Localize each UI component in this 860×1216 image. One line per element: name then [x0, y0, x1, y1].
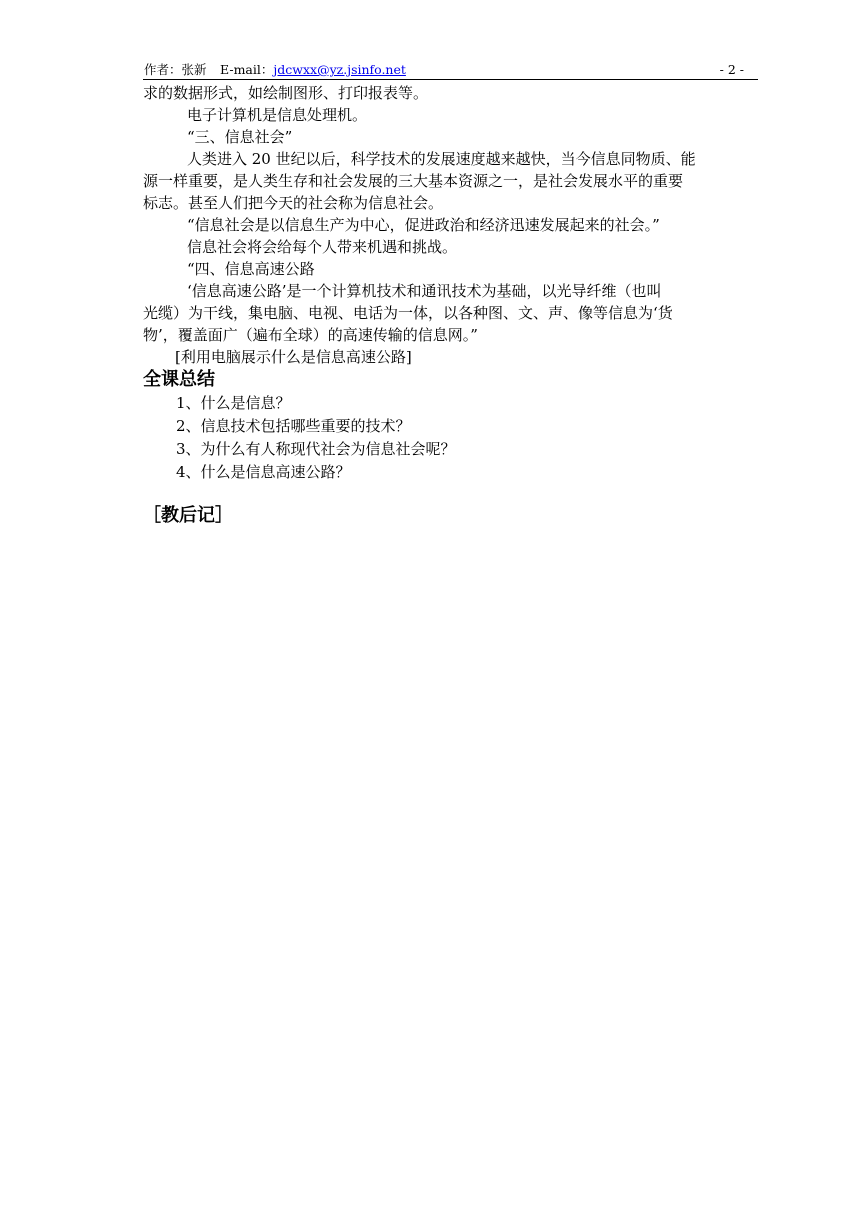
paragraph-line: 标志。甚至人们把今天的社会称为信息社会。 [143, 194, 444, 212]
body-line-opportunity: 信息社会将会给每个人带来机遇和挑战。 [187, 238, 458, 256]
paragraph-information-society [143, 148, 759, 214]
header-page-number: - 2 - [719, 62, 744, 77]
header-email [220, 61, 406, 79]
summary-title: 全课总结 [143, 369, 215, 390]
header-rule [143, 79, 758, 80]
section-spacer [143, 484, 759, 504]
header-email-label: E-mail： [220, 62, 274, 77]
summary-question: 2、信息技术包括哪些重要的技术？ [176, 417, 411, 435]
summary-question: 4、什么是信息高速公路？ [176, 463, 351, 481]
paragraph-line: 光缆）为干线，集电脑、电视、电话为一体，以各种图、文、声、像等信息为‘货 [143, 304, 673, 322]
heading-information-society: “三、信息社会” [187, 128, 293, 146]
body-line-continuation: 求的数据形式，如绘制图形、打印报表等。 [143, 84, 429, 102]
summary-question: 1、什么是信息？ [176, 394, 291, 412]
paragraph-line: 源一样重要，是人类生存和社会发展的三大基本资源之一，是社会发展水平的重要 [143, 172, 684, 190]
body-line-computer: 电子计算机是信息处理机。 [187, 106, 368, 124]
paragraph-information-highway [143, 280, 759, 346]
header-author: 作者：张新 [144, 62, 207, 77]
summary-question: 3、为什么有人称现代社会为信息社会呢？ [176, 440, 456, 458]
page-content [143, 82, 759, 528]
summary-question-list [143, 392, 759, 484]
heading-information-highway: “四、信息高速公路 [187, 260, 315, 278]
header-email-link[interactable]: jdcwxx@yz.jsinfo.net [273, 62, 406, 77]
page-header [144, 61, 758, 79]
paragraph-line: 物’，覆盖面广（遍布全球）的高速传输的信息网。” [143, 326, 478, 344]
demo-note: [利用电脑展示什么是信息高速公路] [175, 348, 412, 366]
afterword-title: ［教后记］ [143, 505, 233, 526]
paragraph-line: ‘信息高速公路’是一个计算机技术和通讯技术为基础，以光导纤维（也叫 [187, 282, 662, 300]
quote-information-society: “信息社会是以信息生产为中心，促进政治和经济迅速发展起来的社会。” [187, 216, 660, 234]
paragraph-line: 人类进入 20 世纪以后，科学技术的发展速度越来越快，当今信息同物质、能 [187, 150, 696, 168]
